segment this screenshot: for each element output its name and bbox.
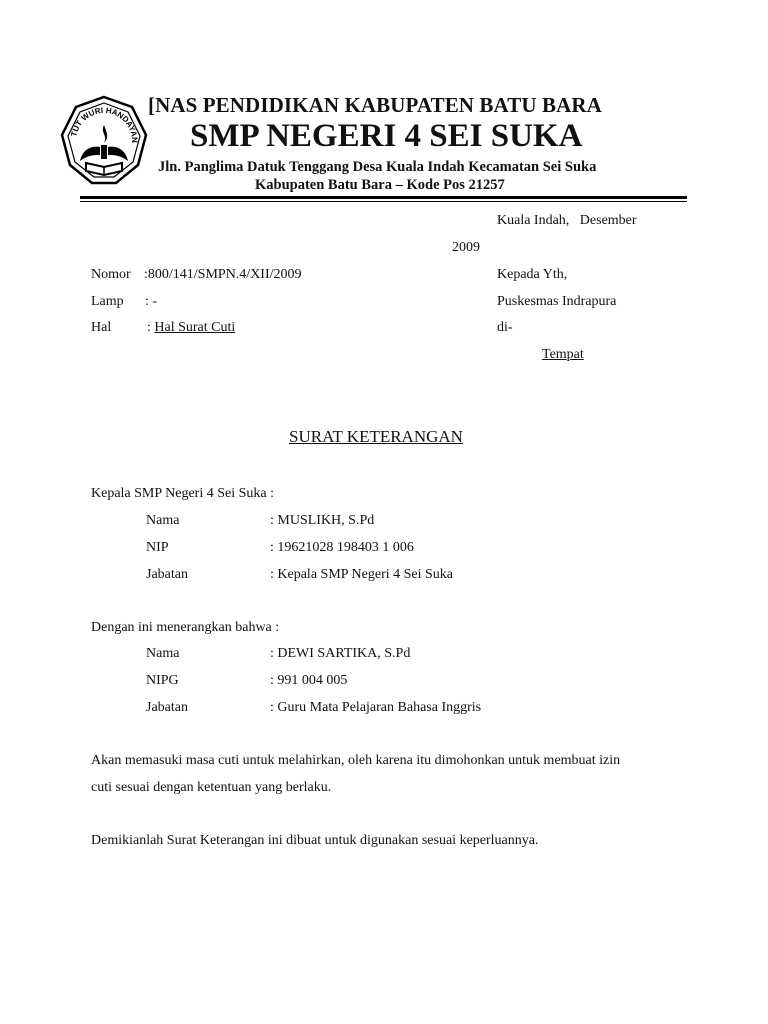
letter-date-year: 2009 [452,240,480,255]
body-paragraph-line-2: cuti sesuai dengan ketentuan yang berlaku. [91,780,332,795]
nomor-label: Nomor [91,267,131,282]
recipient-line-3: di- [497,320,513,335]
recipient-line-4: Tempat [542,347,584,362]
signer-label-nama: Nama [146,513,180,528]
signer-value-nip: : 19621028 198403 1 006 [270,540,414,555]
letterhead-address-line1: Jln. Panglima Datuk Tenggang Desa Kuala Indah Kecamatan Sei Suka [158,159,597,175]
hal-label: Hal [91,320,112,335]
letterhead-divider-thin [80,201,687,202]
lampiran-label: Lamp [91,294,124,309]
subject-label-nama: Nama [146,646,180,661]
nomor-value: :800/141/SMPN.4/XII/2009 [144,267,302,282]
closing-paragraph: Demikianlah Surat Keterangan ini dibuat untuk digunakan sesuai keperluannya. [91,833,539,848]
letterhead-school-name: SMP NEGERI 4 SEI SUKA [190,118,583,154]
signer-label-nip: NIP [146,540,169,555]
letterhead-divider-thick [80,196,687,199]
intro-signer: Kepala SMP Negeri 4 Sei Suka : [91,486,275,501]
logo-motto-text: TUT WURI HANDAYAN [69,105,140,144]
body-paragraph-line-1: Akan memasuki masa cuti untuk melahirkan, oleh karena itu dimohonkan untuk membuat izin [91,753,621,768]
subject-label-jabatan: Jabatan [146,700,188,715]
signer-label-jabatan: Jabatan [146,567,188,582]
letterhead-agency: [NAS PENDIDIKAN KABUPATEN BATU BARA [148,93,602,117]
subject-value-nipg: : 991 004 005 [270,673,348,688]
subject-label-nipg: NIPG [146,673,179,688]
subject-value-jabatan: : Guru Mata Pelajaran Bahasa Inggris [270,700,482,715]
signer-value-nama: : MUSLIKH, S.Pd [270,513,375,528]
recipient-line-2: Puskesmas Indrapura [497,294,617,309]
hal-colon: : [147,320,155,335]
hal-row [147,320,235,336]
intro-subject: Dengan ini menerangkan bahwa : [91,620,280,635]
subject-value-nama: : DEWI SARTIKA, S.Pd [270,646,411,661]
hal-value: Hal Surat Cuti [154,320,236,335]
signer-value-jabatan: : Kepala SMP Negeri 4 Sei Suka [270,567,454,582]
recipient-line-1: Kepada Yth, [497,267,568,282]
letter-date-place-month: Kuala Indah, Desember [497,213,637,228]
tut-wuri-handayani-logo [60,95,148,187]
lampiran-value: : - [145,294,158,309]
letterhead-address-line2: Kabupaten Batu Bara – Kode Pos 21257 [255,177,505,193]
letter-title: SURAT KETERANGAN [289,427,463,446]
